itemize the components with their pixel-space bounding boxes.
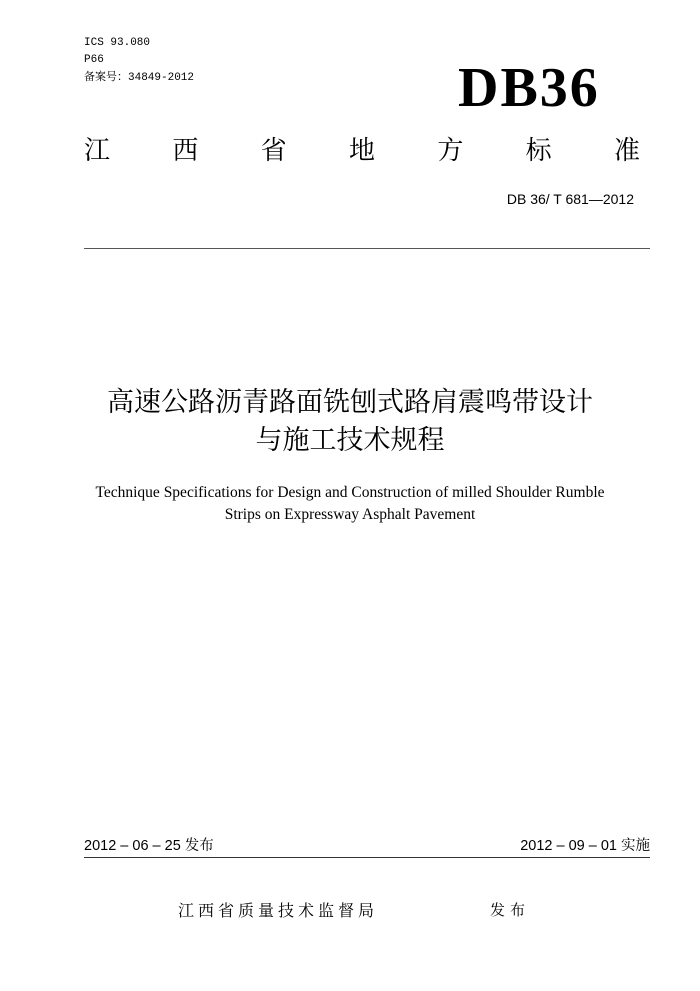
english-title-line-2: Strips on Expressway Asphalt Pavement bbox=[224, 506, 476, 523]
header-divider bbox=[84, 248, 650, 249]
issue-label: 发布 bbox=[490, 901, 531, 919]
standard-type-char: 标 bbox=[525, 136, 552, 166]
standard-type-char: 方 bbox=[437, 136, 464, 166]
standard-number: DB 36/ T 681—2012 bbox=[506, 191, 634, 207]
record-number: 备案号：34849-2012 bbox=[84, 72, 195, 84]
english-title-line-1: Technique Specifications for Design and Construction of milled Shoulder Rumble bbox=[95, 484, 605, 501]
title-line-1: 高速公路沥青路面铣刨式路肩震鸣带设计 bbox=[107, 387, 593, 418]
standard-type-char: 准 bbox=[613, 136, 640, 166]
publish-date: 2012 – 06 – 25 发布 bbox=[84, 838, 214, 854]
issuing-authority: 江西省质量技术监督局 bbox=[178, 901, 379, 920]
standard-type-char: 西 bbox=[172, 136, 199, 166]
ics-code: ICS 93.080 bbox=[84, 37, 151, 49]
standard-code-logo: DB36 bbox=[458, 57, 600, 119]
standard-type-char: 省 bbox=[260, 136, 287, 166]
implement-date: 2012 – 09 – 01 实施 bbox=[520, 838, 650, 854]
standard-type-char: 江 bbox=[84, 136, 111, 166]
classification-code: P66 bbox=[84, 54, 104, 66]
title-line-2: 与施工技术规程 bbox=[255, 425, 445, 456]
document-title bbox=[60, 384, 640, 460]
footer-divider bbox=[84, 857, 650, 858]
standard-type-char: 地 bbox=[348, 136, 375, 166]
standard-type-heading bbox=[84, 138, 640, 164]
english-title bbox=[60, 482, 640, 526]
